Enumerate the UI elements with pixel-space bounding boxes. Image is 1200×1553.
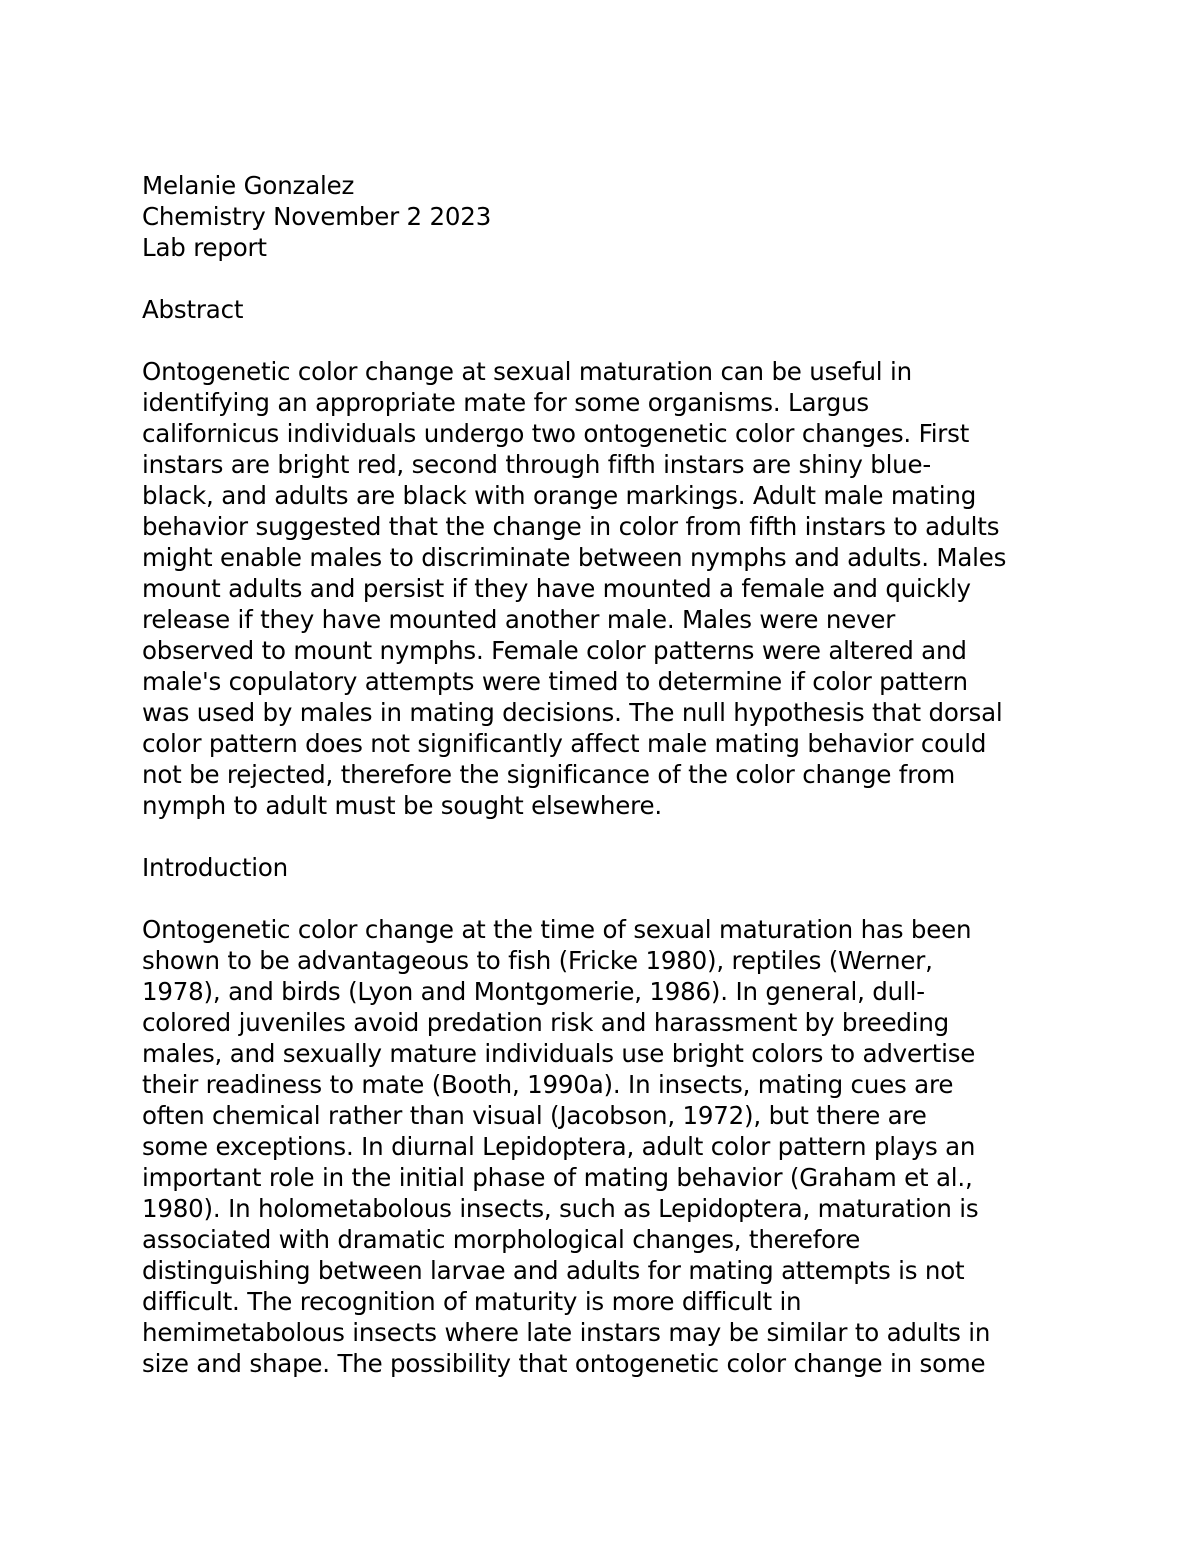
abstract-line: instars are bright red, second through fifth instars are shiny blue- [142,450,932,479]
introduction-line: their readiness to mate (Booth, 1990a). In insects, mating cues are [142,1070,954,1099]
abstract-line: was used by males in mating decisions. The null hypothesis that dorsal [142,698,1003,727]
introduction-line: colored juveniles avoid predation risk and harassment by breeding [142,1008,949,1037]
abstract-line: californicus individuals undergo two ontogenetic color changes. First [142,419,970,448]
introduction-line: hemimetabolous insects where late instars may be similar to adults in [142,1318,991,1347]
introduction-paragraph [142,914,1062,1379]
abstract-paragraph [142,356,1062,821]
introduction-line: difficult. The recognition of maturity is more difficult in [142,1287,802,1316]
abstract-line: observed to mount nymphs. Female color patterns were altered and [142,636,967,665]
introduction-line: distinguishing between larvae and adults for mating attempts is not [142,1256,965,1285]
abstract-line: male's copulatory attempts were timed to determine if color pattern [142,667,968,696]
introduction-line: males, and sexually mature individuals use bright colors to advertise [142,1039,976,1068]
abstract-line: nymph to adult must be sought elsewhere. [142,791,662,820]
abstract-line: Ontogenetic color change at sexual maturation can be useful in [142,357,912,386]
abstract-line: identifying an appropriate mate for some organisms. Largus [142,388,869,417]
abstract-line: mount adults and persist if they have mounted a female and quickly [142,574,971,603]
introduction-line: Ontogenetic color change at the time of sexual maturation has been [142,915,972,944]
introduction-line: 1978), and birds (Lyon and Montgomerie, 1986). In general, dull- [142,977,925,1006]
abstract-line: might enable males to discriminate between nymphs and adults. Males [142,543,1007,572]
abstract-line: behavior suggested that the change in color from fifth instars to adults [142,512,1000,541]
author-name: Melanie Gonzalez [142,171,355,200]
introduction-line: shown to be advantageous to fish (Fricke 1980), reptiles (Werner, [142,946,933,975]
introduction-heading: Introduction [142,853,288,882]
introduction-line: associated with dramatic morphological changes, therefore [142,1225,861,1254]
abstract-line: black, and adults are black with orange markings. Adult male mating [142,481,977,510]
introduction-line: important role in the initial phase of mating behavior (Graham et al., [142,1163,973,1192]
document-body [142,170,1062,1379]
abstract-heading: Abstract [142,295,244,324]
introduction-line: size and shape. The possibility that ontogenetic color change in some [142,1349,986,1378]
abstract-line: color pattern does not significantly affect male mating behavior could [142,729,987,758]
abstract-line: not be rejected, therefore the significance of the color change from [142,760,956,789]
introduction-line: 1980). In holometabolous insects, such as Lepidoptera, maturation is [142,1194,979,1223]
course-date: Chemistry November 2 2023 [142,202,492,231]
introduction-line: some exceptions. In diurnal Lepidoptera, adult color pattern plays an [142,1132,976,1161]
document-type: Lab report [142,233,267,262]
introduction-line: often chemical rather than visual (Jacobson, 1972), but there are [142,1101,927,1130]
abstract-line: release if they have mounted another male. Males were never [142,605,896,634]
